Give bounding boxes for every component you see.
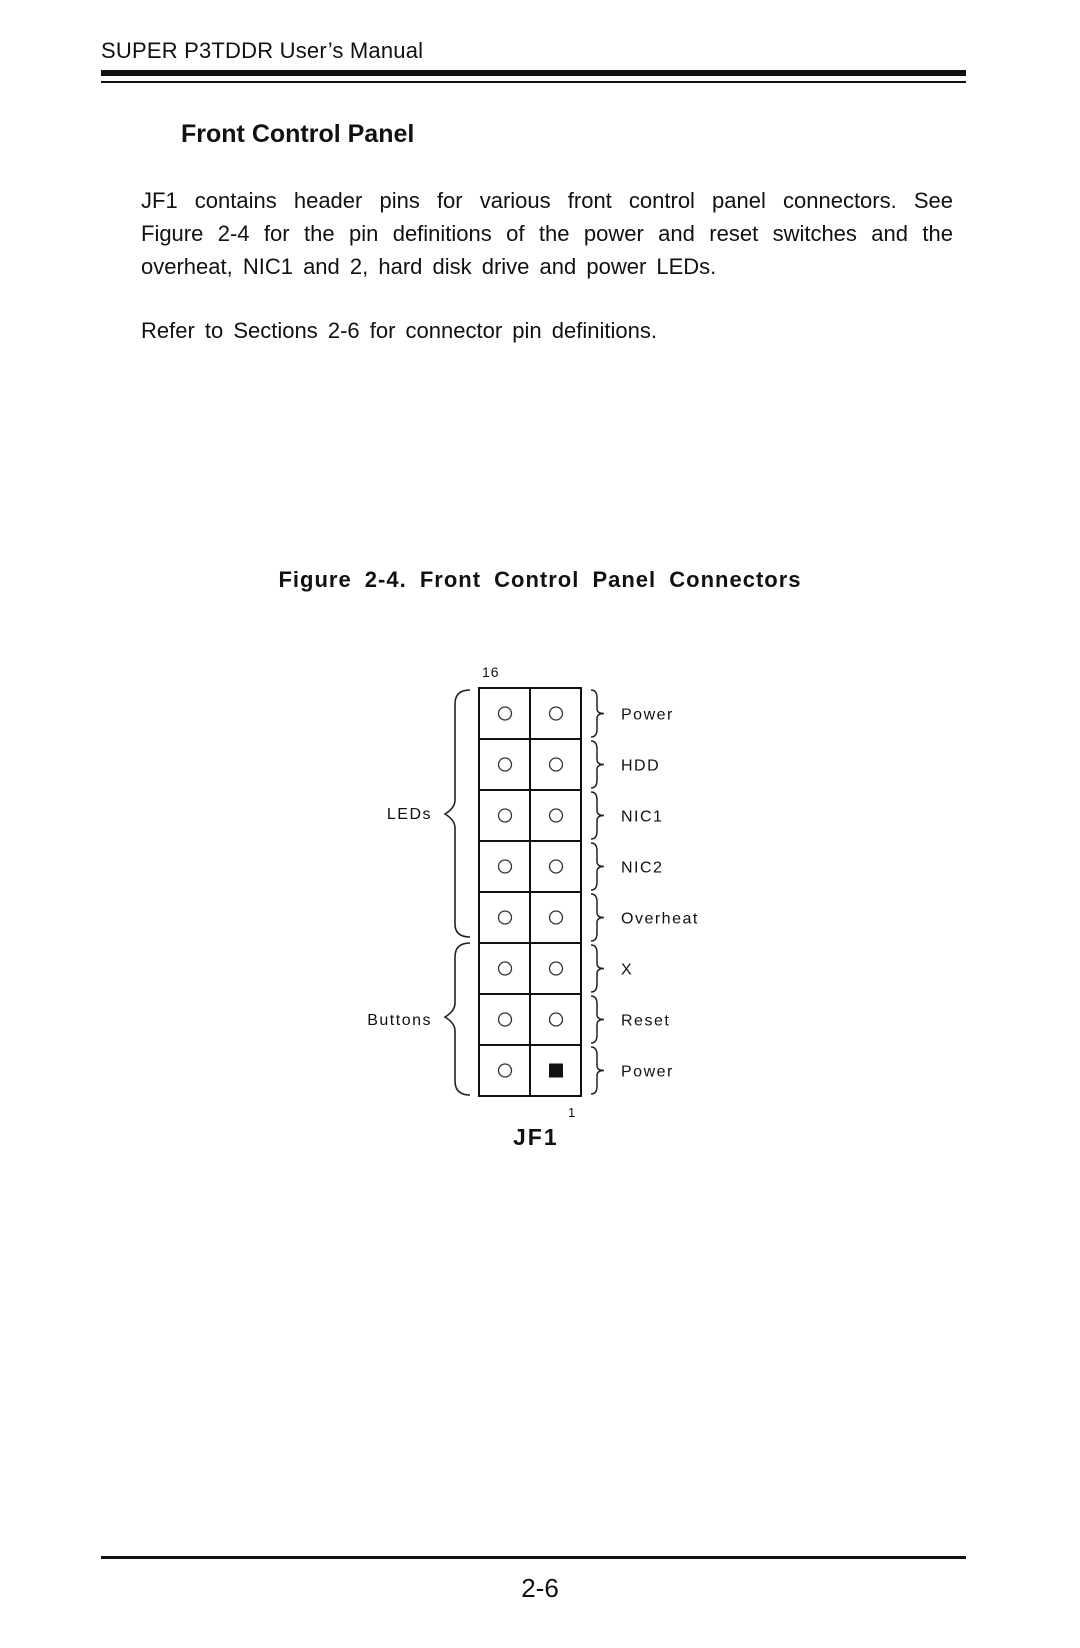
jf1-pin-grid xyxy=(479,688,581,1096)
leds-group-brace xyxy=(445,690,470,937)
row-label: NIC1 xyxy=(621,808,664,826)
body-paragraph-1: JF1 contains header pins for various front control panel connectors. See Figure 2-4 for the pin definitions of the power and reset switches and the overheat, NIC1 and 2, hard disk drive and power LEDs. xyxy=(141,188,953,279)
footer-rule xyxy=(101,1556,966,1559)
pin-1-square xyxy=(549,1064,563,1078)
row-braces xyxy=(591,690,699,1094)
header-pin xyxy=(550,860,563,873)
header-pin xyxy=(550,809,563,822)
row-brace xyxy=(591,741,604,788)
header-pin xyxy=(499,860,512,873)
header-pin xyxy=(550,758,563,771)
row-brace xyxy=(591,792,604,839)
section-title: Front Control Panel xyxy=(181,120,415,148)
leds-group-label: LEDs xyxy=(386,806,432,823)
row-brace xyxy=(591,1047,604,1094)
row-label: Power xyxy=(621,706,674,724)
connector-name: JF1 xyxy=(513,1124,559,1150)
row-label: NIC2 xyxy=(621,859,664,877)
row-label: Reset xyxy=(621,1012,671,1030)
row-label: X xyxy=(621,961,634,979)
row-brace xyxy=(591,996,604,1043)
row-brace xyxy=(591,690,604,737)
pin-1-label: 1 xyxy=(568,1105,576,1120)
header-pin xyxy=(499,809,512,822)
figure-caption: Figure 2-4. Front Control Panel Connectors xyxy=(278,567,802,592)
header-pin xyxy=(499,962,512,975)
buttons-group-label: Buttons xyxy=(367,1012,432,1029)
header-pin xyxy=(550,911,563,924)
header-pin xyxy=(499,1064,512,1077)
pin-16-label: 16 xyxy=(482,664,500,680)
header-pin xyxy=(550,1013,563,1026)
row-label: Power xyxy=(621,1063,674,1081)
row-label: Overheat xyxy=(621,910,699,928)
header-pin xyxy=(499,758,512,771)
row-brace xyxy=(591,894,604,941)
header-pin xyxy=(550,962,563,975)
row-brace xyxy=(591,945,604,992)
buttons-group-brace xyxy=(445,943,470,1095)
header-pin xyxy=(499,911,512,924)
header-pin xyxy=(499,1013,512,1026)
header-pin xyxy=(499,707,512,720)
row-label: HDD xyxy=(621,757,661,775)
header-pin xyxy=(550,707,563,720)
page-number: 2-6 xyxy=(521,1573,559,1603)
row-brace xyxy=(591,843,604,890)
body-paragraph-2: Refer to Sections 2-6 for connector pin definitions. xyxy=(141,318,657,343)
running-header: SUPER P3TDDR User’s Manual xyxy=(101,38,424,63)
